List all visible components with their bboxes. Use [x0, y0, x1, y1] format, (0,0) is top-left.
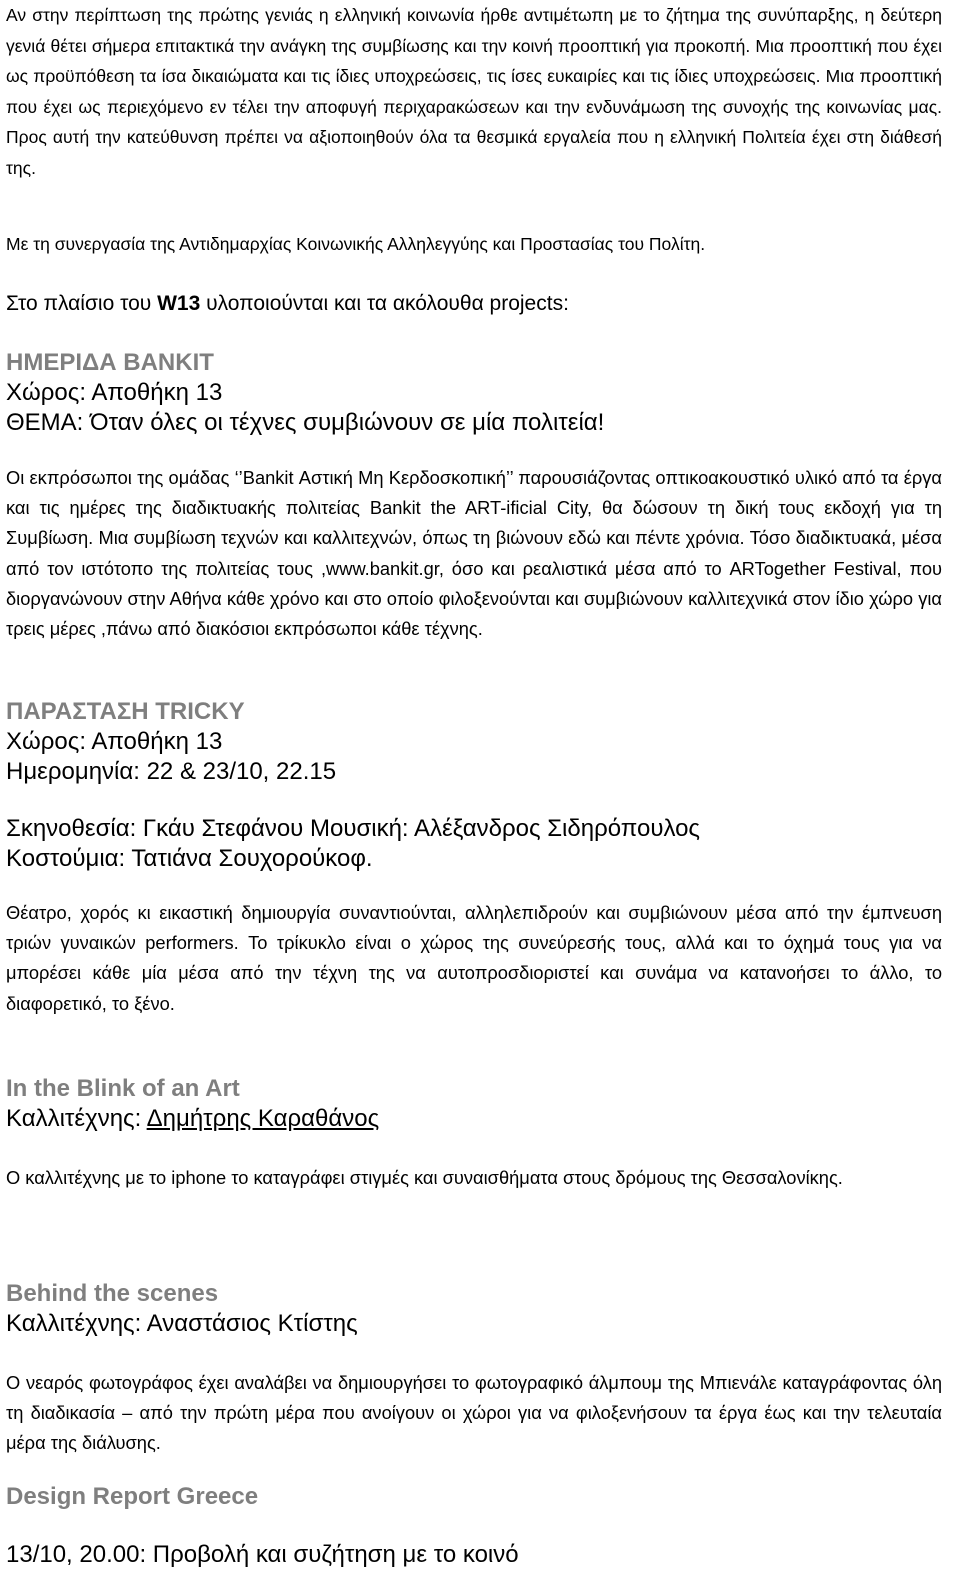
section-blink [6, 1074, 942, 1134]
section-title: In the Blink of an Art [6, 1075, 240, 1102]
section-title: ΠΑΡΑΣΤΑΣΗ TRICKY [6, 698, 245, 725]
bankit-description: Οι εκπρόσωποι της ομάδας ‘’Bankit Αστική Μη Κερδοσκοπική’’ παρουσιάζοντας οπτικοακουστικό υλικό από τα έργα και τις ημέρες της διαδικτυακής πολιτείας Bankit the ART-ificial City, θα δώσουν τη δική τους εκδοχή για τη Συμβίωση. Μια συμβίωση τεχνών και καλλιτεχνών, όπως τη βιώνουν εδώ και πέντε χρόνια. Τόσο διαδικτυακά, μέσα από τον ιστότοπο της πολιτείας τους ,www.bankit.gr, όσο και ρεαλιστικά μέσα από το ARTogether Festival, που διοργανώνουν στην Αθήνα κάθε χρόνο και στο οποίο φιλοξενούνται και συμβιώνουν καλλιτεχνικά στον ίδιο χώρο για τρεις μέρες ,πάνω από διακόσιοι εκπρόσωποι κάθε τέχνης. [6, 467, 942, 640]
blink-description: Ο καλλιτέχνης με το iphone το καταγράφει στιγμές και συναισθήματα στους δρόμους της Θεσσαλονίκης. [6, 1167, 843, 1188]
section-date: Ημερομηνία: 22 & 23/10, 22.15 [6, 758, 337, 785]
behind-description: Ο νεαρός φωτογράφος έχει αναλάβει να δημιουργήσει το φωτογραφικό άλμπουμ της Μπιενάλε καταγράφοντας όλη τη διαδικασία – από την πρώτη μέρα που ανοίγουν οι χώροι για να φιλοξενήσουν τα έργα έως και την τελευταία μέρα της διάλυσης. [6, 1372, 942, 1454]
projects-intro-post: υλοποιούνται και τα ακόλουθα projects: [200, 292, 569, 315]
section-topic: ΘΕΜΑ: Όταν όλες οι τέχνες συμβιώνουν σε μία πολιτεία! [6, 409, 605, 436]
section-title: Behind the scenes [6, 1280, 219, 1307]
section-artist: Καλλιτέχνης: Αναστάσιος Κτίστης [6, 1310, 358, 1337]
section-tricky [6, 697, 942, 787]
collaboration-note: Με τη συνεργασία της Αντιδημαρχίας Κοινωνικής Αλληλεγγύης και Προστασίας του Πολίτη. [6, 234, 706, 254]
projects-intro-pre: Στο πλαίσιο του [6, 292, 158, 315]
artist-label: Καλλιτέχνης: [6, 1105, 147, 1132]
section-behind [6, 1279, 942, 1339]
credits-direction-music: Σκηνοθεσία: Γκάυ Στεφάνου Μουσική: Αλέξανδρος Σιδηρόπουλος [6, 815, 700, 842]
projects-intro [6, 289, 942, 319]
section-bankit [6, 348, 942, 438]
section-title: ΗΜΕΡΙΔΑ BANKIT [6, 349, 214, 376]
section-venue: Χώρος: Αποθήκη 13 [6, 728, 223, 755]
projects-intro-w13: W13 [157, 292, 201, 315]
tricky-description: Θέατρο, χορός κι εικαστική δημιουργία συναντιούνται, αλληλεπιδρούν και συμβιώνουν μέσα από την έμπνευση τριών γυναικών performers. Το τρίκυκλο είναι ο χώρος της συνεύρεσής τους, αλλά και το όχημά τους για να μπορέσει κάθε μία μέσα από την τέχνη της να αυτοπροσδιοριστεί και συνάμα να κατανοήσει το άλλο, το διαφορετικό, το ξένο. [6, 902, 942, 1014]
design-screening: 13/10, 20.00: Προβολή και συζήτηση με το κοινό [6, 1541, 519, 1568]
section-title: Design Report Greece [6, 1483, 259, 1510]
tricky-credits [6, 814, 942, 874]
intro-paragraph: Αν στην περίπτωση της πρώτης γενιάς η ελληνική κοινωνία ήρθε αντιμέτωπη με το ζήτημα της συνύπαρξης, η δεύτερη γενιά θέτει σήμερα επιτακτικά την ανάγκη της συμβίωσης και την κοινή προοπτική για προκοπή. Μια προοπτική που έχει ως προϋπόθεση τα ίσα δικαιώματα και τις ίδιες υποχρεώσεις, τις ίσες ευκαιρίες και τις ίδιες υποχρεώσεις. Μια προοπτική που έχει ως περιεχόμενο εν τέλει την αποφυγή περιχαρακώσεων και την ενδυνάμωση της συνοχής της κοινωνίας μας. Προς αυτή την κατεύθυνση πρέπει να αξιοποιηθούν όλα τα θεσμικά εργαλεία που η ελληνική Πολιτεία έχει στη διάθεσή της. [6, 5, 942, 178]
credits-costumes: Κοστούμια: Τατιάνα Σουχορούκοφ. [6, 845, 373, 872]
section-artist [6, 1104, 942, 1134]
section-design [6, 1482, 942, 1512]
artist-name: Δημήτρης Καραθάνος [146, 1105, 380, 1132]
section-venue: Χώρος: Αποθήκη 13 [6, 379, 223, 406]
